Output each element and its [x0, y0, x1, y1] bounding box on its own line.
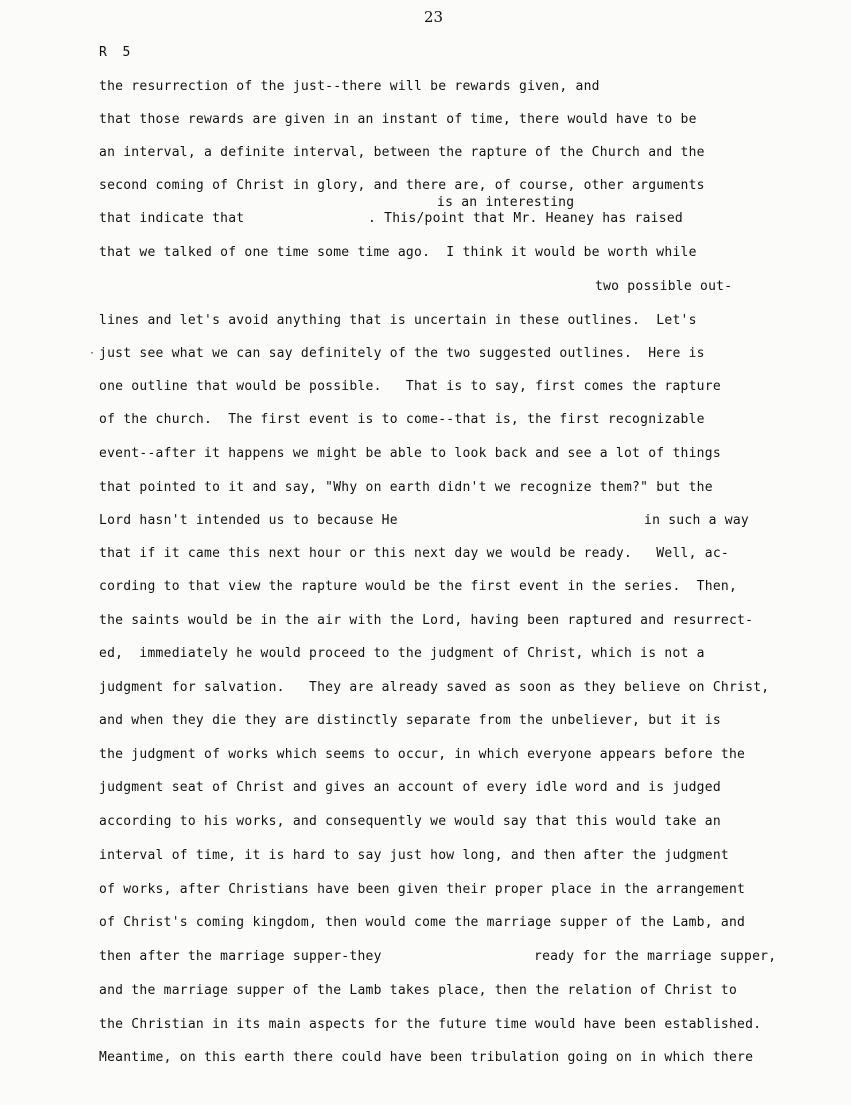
- text-line-start: that indicate that: [99, 211, 245, 226]
- text-line: that pointed to it and say, "Why on earth didn't we recognize them?" but the: [99, 480, 713, 495]
- text-line: of Christ's coming kingdom, then would come the marriage supper of the Lamb, and: [99, 915, 746, 930]
- text-line: the judgment of works which seems to occur, in which everyone appears before the: [99, 747, 746, 762]
- text-line: according to his works, and consequently we would say that this would take an: [99, 814, 721, 829]
- text-line: that we talked of one time some time ago. I think it would be worth while: [99, 245, 697, 260]
- text-line: one outline that would be possible. That is to say, first comes the rapture: [99, 379, 721, 394]
- text-line: and the marriage supper of the Lamb takes place, then the relation of Christ to: [99, 983, 738, 998]
- text-line-start: Lord hasn't intended us to because He: [99, 513, 398, 528]
- text-line-end: . This/point that Mr. Heaney has raised: [368, 211, 683, 226]
- text-line: judgment seat of Christ and gives an account of every idle word and is judged: [99, 780, 721, 795]
- text-line: event--after it happens we might be able to look back and see a lot of things: [99, 446, 721, 461]
- section-reference: R 5: [99, 45, 131, 60]
- text-line-start: then after the marriage supper-they: [99, 949, 382, 964]
- text-line: the resurrection of the just--there will be rewards given, and: [99, 79, 600, 94]
- text-line: and when they die they are distinctly separate from the unbeliever, but it is: [99, 713, 721, 728]
- text-line-end: ready for the marriage supper,: [534, 949, 777, 964]
- text-line: that those rewards are given in an instant of time, there would have to be: [99, 112, 697, 127]
- text-line: Meantime, on this earth there could have been tribulation going on in which there: [99, 1050, 754, 1065]
- text-line: the Christian in its main aspects for the future time would have been established.: [99, 1017, 762, 1032]
- text-line: the saints would be in the air with the Lord, having been raptured and resurrect-: [99, 613, 754, 628]
- page-number: 23: [424, 8, 444, 26]
- text-line: that if it came this next hour or this next day we would be ready. Well, ac-: [99, 546, 729, 561]
- text-line: interval of time, it is hard to say just how long, and then after the judgment: [99, 848, 729, 863]
- text-line-fragment: two possible out-: [595, 279, 733, 294]
- text-line: of works, after Christians have been given their proper place in the arrangement: [99, 882, 746, 897]
- text-line: second coming of Christ in glory, and there are, of course, other arguments: [99, 178, 705, 193]
- text-line: lines and let's avoid anything that is uncertain in these outlines. Let's: [99, 313, 697, 328]
- text-line: cording to that view the rapture would be the first event in the series. Then,: [99, 579, 738, 594]
- margin-mark: ·: [89, 348, 96, 359]
- text-line: ed, immediately he would proceed to the judgment of Christ, which is not a: [99, 646, 705, 661]
- interlinear-insertion: is an interesting: [437, 195, 575, 210]
- text-line: an interval, a definite interval, between the rapture of the Church and the: [99, 145, 705, 160]
- text-line: judgment for salvation. They are already saved as soon as they believe on Christ,: [99, 680, 770, 695]
- text-line: just see what we can say definitely of the two suggested outlines. Here is: [99, 346, 705, 361]
- text-line: of the church. The first event is to come--that is, the first recognizable: [99, 412, 705, 427]
- text-line-end: in such a way: [644, 513, 749, 528]
